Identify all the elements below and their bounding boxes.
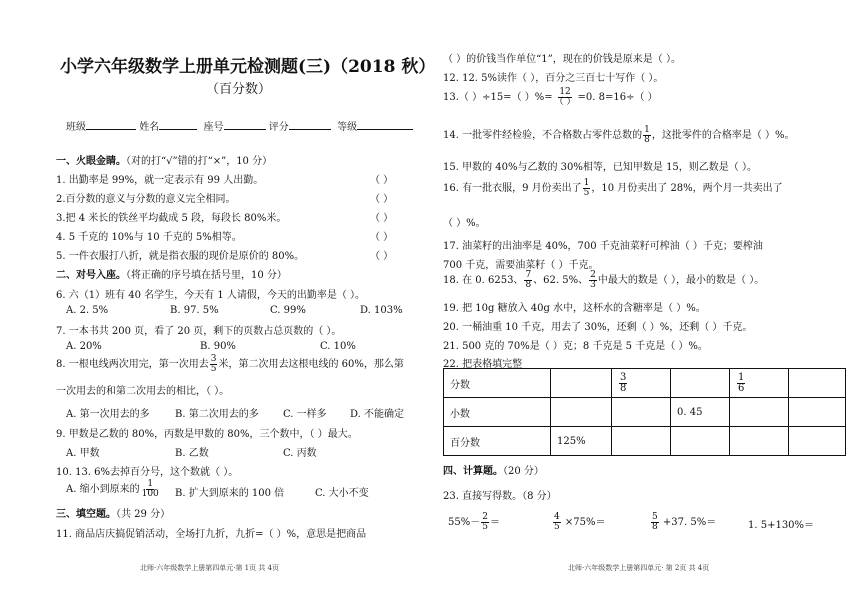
q2-answer-paren[interactable]: （ ） (370, 194, 394, 205)
table-frac1-den: 8 (620, 382, 627, 394)
q8-option-b[interactable]: B. 第二次用去的多 (175, 409, 259, 420)
q1-answer-paren[interactable]: （ ） (370, 175, 394, 186)
section4-heading (443, 462, 544, 477)
table-row (444, 398, 846, 427)
field-label-class: 班级 (66, 122, 86, 133)
q16-text-b: ，10 月份卖出了 28%，两个月一共卖出了 (591, 183, 783, 194)
section4-instruction: （20 分） (503, 466, 544, 477)
table-cell[interactable] (612, 427, 671, 456)
section1-title: 一、火眼金睛。 (56, 156, 126, 167)
q5-text: 5. 一件衣服打八折，就是指衣服的现价是原价的 80%。 (56, 251, 305, 262)
calc-3 (650, 510, 716, 536)
table-cell[interactable] (789, 427, 846, 456)
q18-fraction-2 (589, 271, 597, 290)
calc1-fraction (481, 513, 489, 532)
footer-right: 北师·六年级数学上册第四单元· 第 2页 共 4页 (568, 564, 710, 572)
q13-text-a: 13.（ ）÷15=（ ）%= (443, 92, 553, 103)
q9-text: 9. 甲数是乙数的 80%，丙数是甲数的 80%，三个数中，（ ）最大。 (56, 429, 358, 440)
q10-option-a[interactable] (66, 478, 161, 502)
calc3-text-b: +37. 5%＝ (662, 517, 717, 528)
table-fraction-2 (737, 373, 745, 394)
table-cell[interactable] (789, 398, 846, 427)
q9-option-b[interactable]: B. 乙数 (175, 448, 209, 459)
table-cell: 0. 45 (671, 398, 730, 427)
q10-option-c[interactable]: C. 大小不变 (315, 488, 369, 499)
q14-fraction (643, 126, 651, 145)
q8-text-b: 米，第二次用去这根电线的 60%，那么第 (218, 359, 404, 370)
q7-text: 7. 一本书共 200 页，看了 20 页，剩下的页数占总页数的（ ）。 (56, 326, 342, 337)
table-frac2-num: 1 (738, 371, 745, 383)
q18-fraction-1 (524, 271, 532, 290)
q18-text-a: 18. 在 0. 6253、 (443, 275, 524, 286)
info-fields (66, 118, 413, 133)
q8-text (56, 354, 404, 376)
q1-text: 1. 出勤率是 99%，就一定表示有 99 人出勤。 (56, 175, 264, 186)
q14-text-b: ，这批零件的合格率是（ ）%。 (651, 130, 795, 141)
q17-continuation: 700 千克，需要油菜籽（ ）千克。 (443, 260, 599, 271)
table-row-label: 小数 (444, 398, 551, 427)
table-row (444, 369, 846, 398)
page-subtitle: （百分数） (206, 82, 272, 97)
q3-text: 3.把 4 米长的铁丝平均截成 5 段，每段长 80%米。 (56, 213, 287, 224)
q22-text: 22. 把表格填完整 (443, 359, 523, 370)
section3-title: 三、填空题。 (56, 509, 116, 520)
calc2-frac-num: 4 (554, 512, 560, 522)
q10-frac-num: 1 (147, 479, 154, 489)
field-blank-grade[interactable] (357, 120, 413, 130)
table-cell[interactable] (789, 369, 846, 398)
q6-text: 6. 六（1）班有 40 名学生，今天有 1 人请假，今天的出勤率是（ ）。 (56, 290, 366, 301)
table-frac1-num: 3 (620, 371, 627, 383)
calc2-fraction (553, 513, 561, 532)
q11-text: 11. 商品店庆搞促销活动，全场打九折，九折=（ ）%，意思是把商品 (56, 529, 367, 540)
field-blank-name[interactable] (159, 120, 197, 130)
q2-text: 2.百分数的意义与分数的意义完全相同。 (56, 194, 236, 205)
q6-option-a[interactable]: A. 2. 5% (66, 305, 109, 316)
field-label-name: 姓名 (139, 122, 160, 133)
q7-option-b[interactable]: B. 90% (200, 341, 236, 352)
q16-fraction (583, 179, 591, 198)
field-blank-score[interactable] (289, 120, 331, 130)
page-title: 小学六年级数学上册单元检测题(三)（2018 秋） (60, 57, 436, 77)
q18-text-c: 中最大的数是（ ），最小的数是（ ）。 (597, 275, 765, 286)
q20-text: 20. 一桶油重 10 千克，用去了 30%，还剩（ ）%，还剩（ ）千克。 (443, 322, 753, 333)
section1-heading (56, 152, 272, 167)
section3-instruction: （共 29 分） (116, 509, 171, 520)
q10-text: 10. 13. 6%去掉百分号，这个数就（ ）。 (56, 467, 239, 478)
q6-option-d[interactable]: D. 103% (360, 305, 403, 316)
fill-table (443, 368, 846, 456)
calc3-frac-num: 5 (652, 512, 658, 522)
calc3-fraction (651, 513, 659, 532)
q18-frac2-num: 2 (590, 270, 596, 280)
q18-text (443, 269, 764, 293)
calc2-frac-den: 5 (554, 522, 560, 532)
q14-text (443, 124, 795, 148)
q18-text-b: 、62. 5%、 (533, 275, 589, 286)
q21-text: 21. 500 克的 70%是（ ）克；8 千克是 5 千克是（ ）%。 (443, 341, 708, 352)
q10-option-a-text: A. 缩小到原来的 (66, 484, 140, 495)
q10-option-b[interactable]: B. 扩大到原来的 100 倍 (175, 488, 285, 499)
footer-left: 北师·六年级数学上册第四单元·第 1页 共 4页 (140, 564, 280, 572)
q8-text-a: 8. 一根电线两次用完，第一次用去 (56, 359, 209, 370)
q13-fraction (554, 88, 577, 107)
table-cell[interactable] (612, 398, 671, 427)
calc1-frac-den: 5 (482, 522, 488, 532)
calc2-text-b: ×75%＝ (564, 517, 606, 528)
q16-text (443, 177, 783, 201)
table-fraction-1 (619, 373, 627, 394)
section4-title: 四、计算题。 (443, 466, 503, 477)
q4-text: 4. 5 千克的 10%与 10 千克的 5%相等。 (56, 232, 242, 243)
section2-instruction: （将正确的序号填在括号里，10 分） (126, 270, 287, 281)
q13-frac-den: （ ） (554, 97, 576, 107)
q16-text-a: 16. 有一批衣服，9 月份卖出了 (443, 183, 582, 194)
section2-title: 二、对号入座。 (56, 270, 126, 281)
q9-option-c[interactable]: C. 丙数 (283, 448, 317, 459)
q14-text-a: 14. 一批零件经检验，不合格数占零件总数的 (443, 130, 643, 141)
q18-frac2-den: 3 (590, 280, 596, 290)
table-row (444, 427, 846, 456)
q15-text: 15. 甲数的 40%与乙数的 30%相等，已知甲数是 15，则乙数是（ ）。 (443, 162, 757, 173)
q7-option-c[interactable]: C. 10% (320, 341, 356, 352)
table-frac2-den: 6 (738, 382, 745, 394)
table-cell: 125% (551, 427, 612, 456)
calc-2 (552, 510, 606, 536)
q16-text-c: （ ）%。 (443, 218, 486, 229)
q8-option-a[interactable]: A. 第一次用去的多 (66, 409, 150, 420)
q13-text (443, 86, 658, 110)
q13-text-b: =0. 8=16÷（ ） (577, 92, 658, 103)
table-cell (612, 369, 671, 398)
table-cell[interactable] (551, 398, 612, 427)
field-label-score: 评分 (268, 122, 289, 133)
q8-option-d[interactable]: D. 不能确定 (350, 409, 405, 420)
calc3-frac-den: 8 (652, 522, 658, 532)
field-label-grade: 等级 (337, 122, 358, 133)
q13-frac-num: 12 (559, 87, 571, 97)
q6-option-b[interactable]: B. 97. 5% (170, 305, 219, 316)
q9-option-a[interactable]: A. 甲数 (66, 448, 100, 459)
field-label-seat: 座号 (203, 122, 224, 133)
q18-frac1-num: 7 (525, 270, 532, 280)
q4-answer-paren[interactable]: （ ） (370, 232, 394, 243)
section3-heading (56, 505, 170, 520)
table-cell[interactable] (671, 369, 730, 398)
table-row-label-text: 百分数 (450, 437, 480, 449)
section2-heading (56, 266, 287, 281)
q3-answer-paren[interactable]: （ ） (370, 213, 394, 224)
q10-fraction (141, 480, 160, 499)
q12-text: 12. 12. 5%读作（ ），百分之三百七十写作（ ）。 (443, 73, 664, 84)
table-row-label (444, 427, 551, 456)
q19-text: 19. 把 10g 糖放入 40g 水中，这杯水的含糖率是（ ）%。 (443, 303, 706, 314)
calc-4: 1. 5+130%＝ (748, 520, 815, 531)
calc-1 (448, 510, 500, 536)
field-blank-seat[interactable] (224, 120, 266, 130)
table-cell[interactable] (730, 398, 789, 427)
calc1-text-a: 55%－ (448, 517, 481, 528)
q5-answer-paren[interactable]: （ ） (370, 251, 394, 262)
field-blank-class[interactable] (86, 120, 136, 130)
table-cell[interactable] (551, 369, 612, 398)
q10-frac-den: 100 (141, 489, 159, 499)
table-cell (730, 369, 789, 398)
q8-option-c[interactable]: C. 一样多 (283, 409, 327, 420)
q16-frac-num: 1 (583, 178, 590, 188)
q16-frac-den: 5 (583, 188, 590, 198)
q7-option-a[interactable]: A. 20% (66, 341, 102, 352)
calc1-frac-num: 2 (482, 512, 488, 522)
q17-text: 17. 油菜籽的出油率是 40%，700 千克油菜籽可榨油（ ）千克；要榨油 (443, 241, 763, 252)
q6-option-c[interactable]: C. 99% (270, 305, 306, 316)
table-cell[interactable] (671, 427, 730, 456)
table-cell[interactable] (730, 427, 789, 456)
q18-frac1-den: 8 (525, 280, 532, 290)
q11-continuation: （ ）的价钱当作单位“1”，现在的价钱是原来是（ ）。 (443, 54, 681, 65)
calc1-text-b: ＝ (489, 517, 500, 528)
q8-text-c: 一次用去的和第二次用去的相比，（ ）。 (56, 386, 230, 397)
q14-frac-num: 1 (644, 125, 650, 135)
q8-frac-num: 3 (210, 354, 217, 364)
q8-frac-den: 5 (210, 364, 217, 374)
table-row-label: 分数 (444, 369, 551, 398)
q14-frac-den: 8 (644, 135, 650, 145)
section1-instruction: （对的打“√”错的打“×”，10 分） (126, 156, 273, 167)
q23-text: 23. 直接写得数。（8 分） (443, 491, 557, 502)
q8-fraction (210, 355, 218, 374)
